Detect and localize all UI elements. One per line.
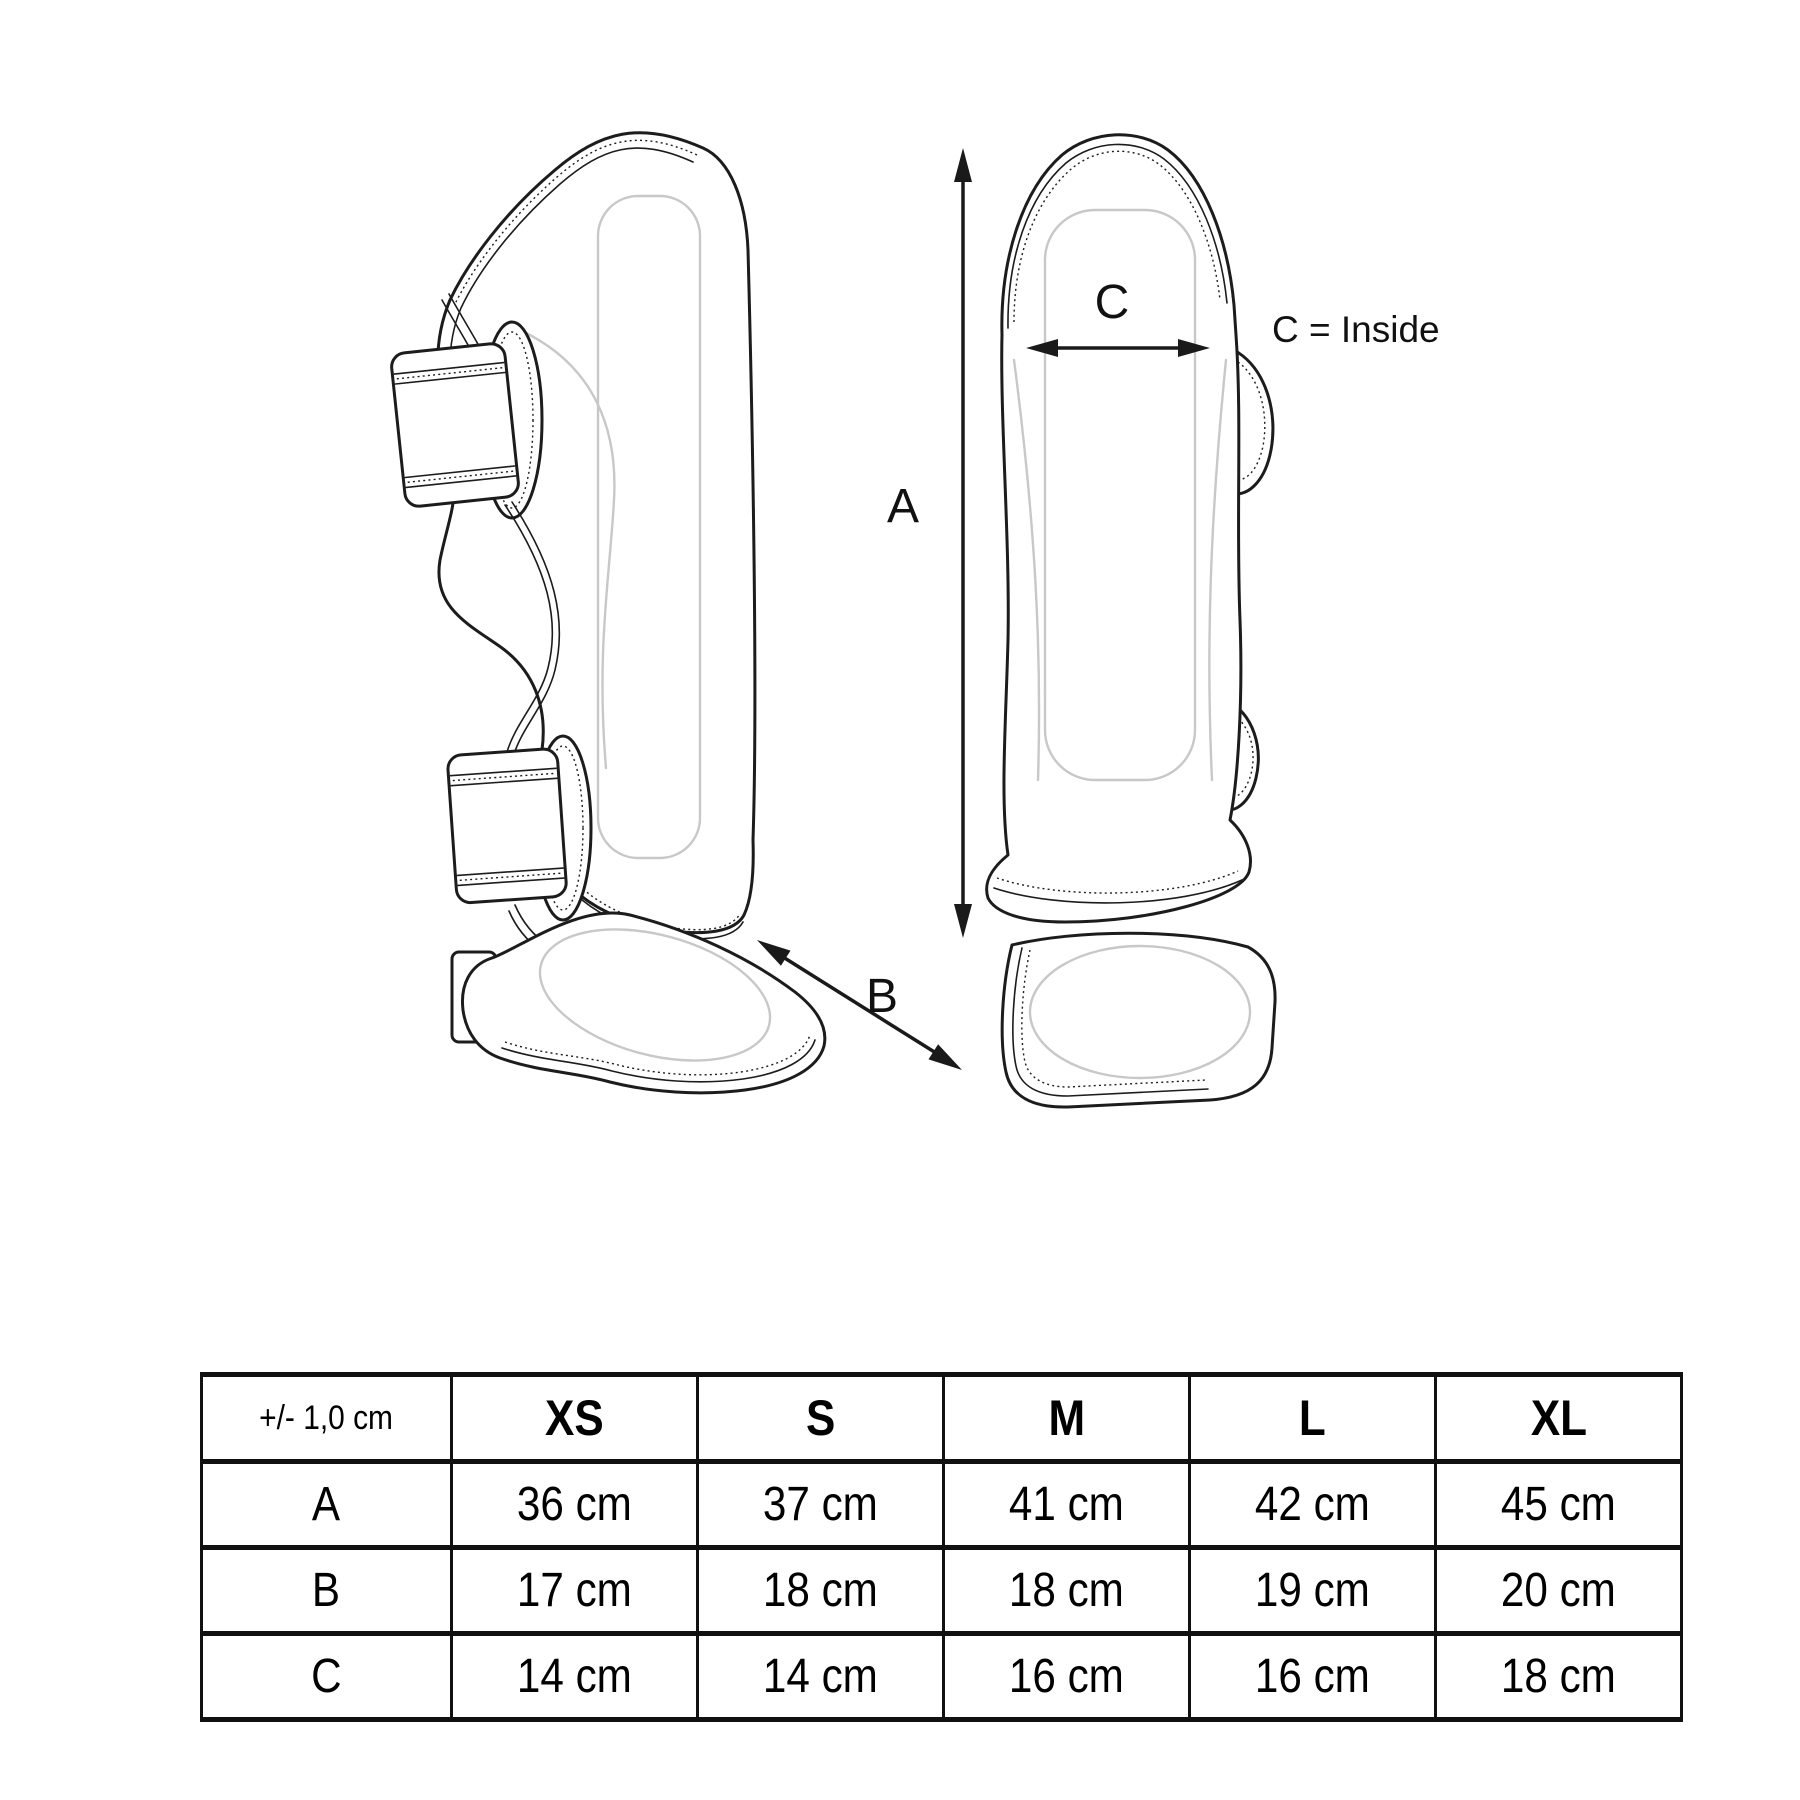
cell-c-l: 16 cm — [1190, 1634, 1436, 1720]
cell-b-s: 18 cm — [698, 1548, 944, 1634]
col-header-xs: XS — [452, 1375, 698, 1462]
col-header-s: S — [698, 1375, 944, 1462]
table-row-c — [202, 1634, 1682, 1720]
side-view-mid-strap — [447, 748, 567, 903]
cell-c-s: 14 cm — [698, 1634, 944, 1720]
cell-b-xl: 20 cm — [1436, 1548, 1682, 1634]
row-label-b: B — [202, 1548, 452, 1634]
side-view-foot — [462, 913, 824, 1093]
cell-a-l: 42 cm — [1190, 1462, 1436, 1548]
dimension-b-label: B — [865, 970, 899, 1023]
side-view-figure — [390, 133, 825, 1093]
col-header-xl: XL — [1436, 1375, 1682, 1462]
dimension-a-label: A — [886, 480, 920, 533]
cell-b-l: 19 cm — [1190, 1548, 1436, 1634]
cell-c-xs: 14 cm — [452, 1634, 698, 1720]
cell-a-s: 37 cm — [698, 1462, 944, 1548]
c-inside-note: C = Inside — [1272, 309, 1440, 350]
col-header-m: M — [944, 1375, 1190, 1462]
cell-c-xl: 18 cm — [1436, 1634, 1682, 1720]
tolerance-label: +/- 1,0 cm — [259, 1398, 394, 1437]
cell-a-m: 41 cm — [944, 1462, 1190, 1548]
cell-c-m: 16 cm — [944, 1634, 1190, 1720]
cell-a-xl: 45 cm — [1436, 1462, 1682, 1548]
table-row-a — [202, 1462, 1682, 1548]
front-view-foot — [1002, 933, 1275, 1107]
col-header-l: L — [1190, 1375, 1436, 1462]
dimension-c-label: C — [1094, 276, 1130, 329]
dimension-a-arrow — [954, 148, 972, 938]
size-table-header-row — [202, 1375, 1682, 1462]
row-label-a: A — [202, 1462, 452, 1548]
size-table — [200, 1372, 1683, 1722]
side-view-top-strap — [390, 342, 519, 507]
front-view-figure — [987, 135, 1275, 1107]
front-view-shell — [987, 135, 1251, 922]
tolerance-cell — [202, 1375, 452, 1462]
cell-b-xs: 17 cm — [452, 1548, 698, 1634]
cell-a-xs: 36 cm — [452, 1462, 698, 1548]
row-label-c: C — [202, 1634, 452, 1720]
cell-b-m: 18 cm — [944, 1548, 1190, 1634]
table-row-b — [202, 1548, 1682, 1634]
